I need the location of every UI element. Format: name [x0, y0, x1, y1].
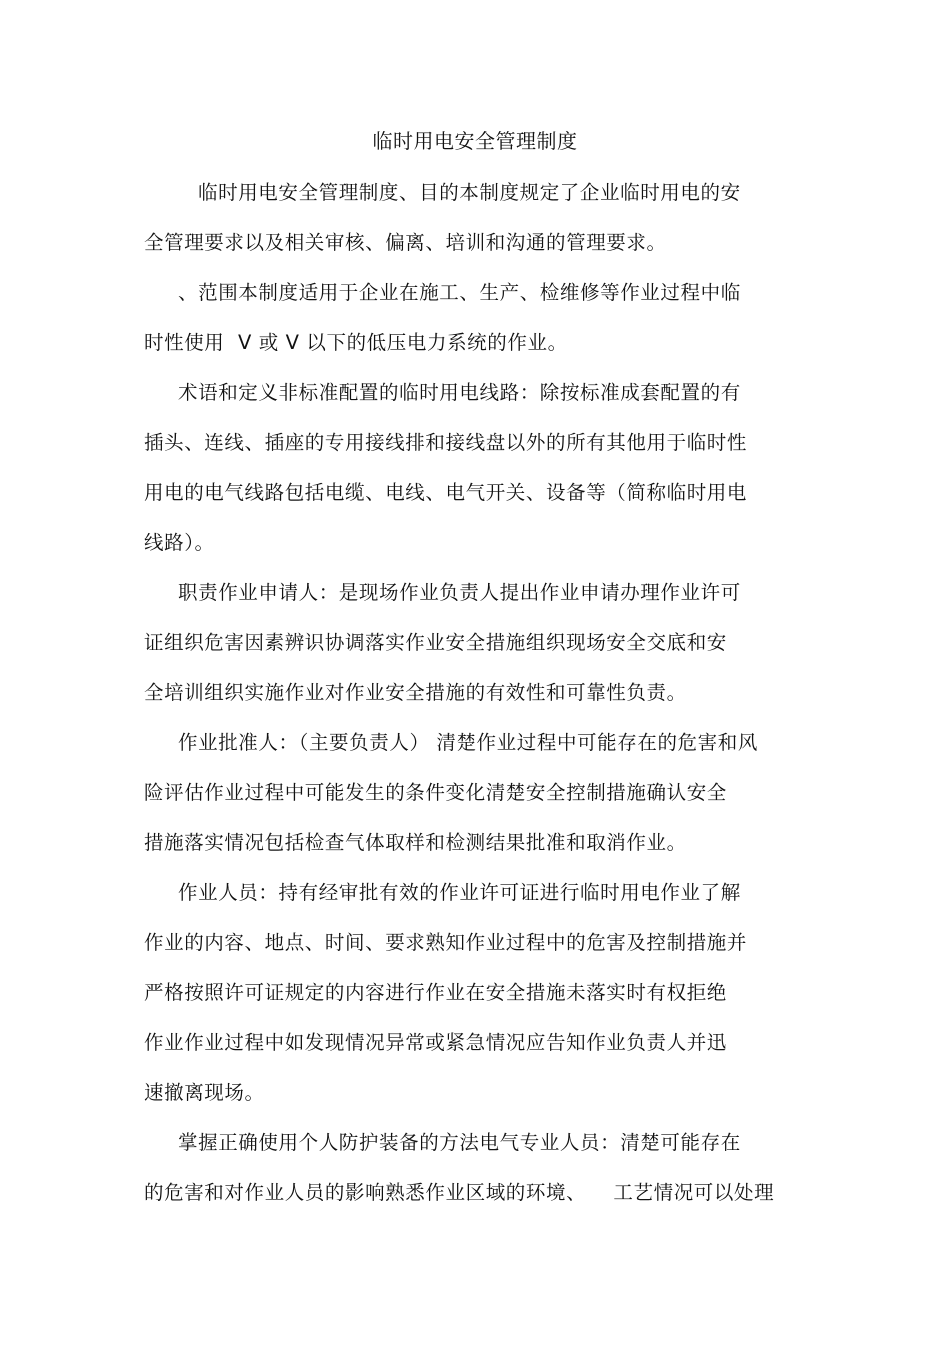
paragraph-line: 时性使用 V 或 V 以下的低压电力系统的作业。 — [144, 331, 568, 354]
paragraph-line: 全培训组织实施作业对作业安全措施的有效性和可靠性负责。 — [144, 681, 687, 704]
paragraph-line: 全管理要求以及相关审核、偏离、培训和沟通的管理要求。 — [144, 231, 667, 254]
paragraph-line: 插头、连线、插座的专用接线排和接线盘以外的所有其他用于临时性 — [144, 431, 748, 454]
paragraph-line: 作业作业过程中如发现情况异常或紧急情况应告知作业负责人并迅 — [144, 1031, 727, 1054]
paragraph-line: 作业批准人：（主要负责人） 清楚作业过程中可能存在的危害和风 — [178, 731, 758, 754]
paragraph-line: 线路）。 — [144, 531, 215, 554]
document-title: 临时用电安全管理制度 — [372, 129, 578, 153]
paragraph-line: 严格按照许可证规定的内容进行作业在安全措施未落实时有权拒绝 — [144, 981, 727, 1004]
paragraph-line: 措施落实情况包括检查气体取样和检测结果批准和取消作业。 — [144, 831, 687, 854]
paragraph-line: 用电的电气线路包括电缆、电线、电气开关、设备等（简称临时用电 — [144, 481, 748, 504]
paragraph-line: 证组织危害因素辨识协调落实作业安全措施组织现场安全交底和安 — [144, 631, 727, 654]
paragraph-line: 速撤离现场。 — [144, 1081, 265, 1104]
paragraph-line: 的危害和对作业人员的影响熟悉作业区域的环境、 工艺情况可以处理 — [144, 1181, 775, 1204]
paragraph-line: 术语和定义非标准配置的临时用电线路：除按标准成套配置的有 — [178, 381, 741, 404]
paragraph-line: 职责作业申请人：是现场作业负责人提出作业申请办理作业许可 — [178, 581, 741, 604]
paragraph-line: 作业人员：持有经审批有效的作业许可证进行临时用电作业了解 — [178, 881, 741, 904]
paragraph-line: 作业的内容、地点、时间、要求熟知作业过程中的危害及控制措施并 — [144, 931, 748, 954]
paragraph-line: 掌握正确使用个人防护装备的方法电气专业人员：清楚可能存在 — [178, 1131, 741, 1154]
paragraph-line: 临时用电安全管理制度、目的本制度规定了企业临时用电的安 — [198, 181, 741, 204]
paragraph-line: 、范围本制度适用于企业在施工、生产、检维修等作业过程中临 — [178, 281, 741, 304]
paragraph-line: 险评估作业过程中可能发生的条件变化清楚安全控制措施确认安全 — [144, 781, 727, 804]
